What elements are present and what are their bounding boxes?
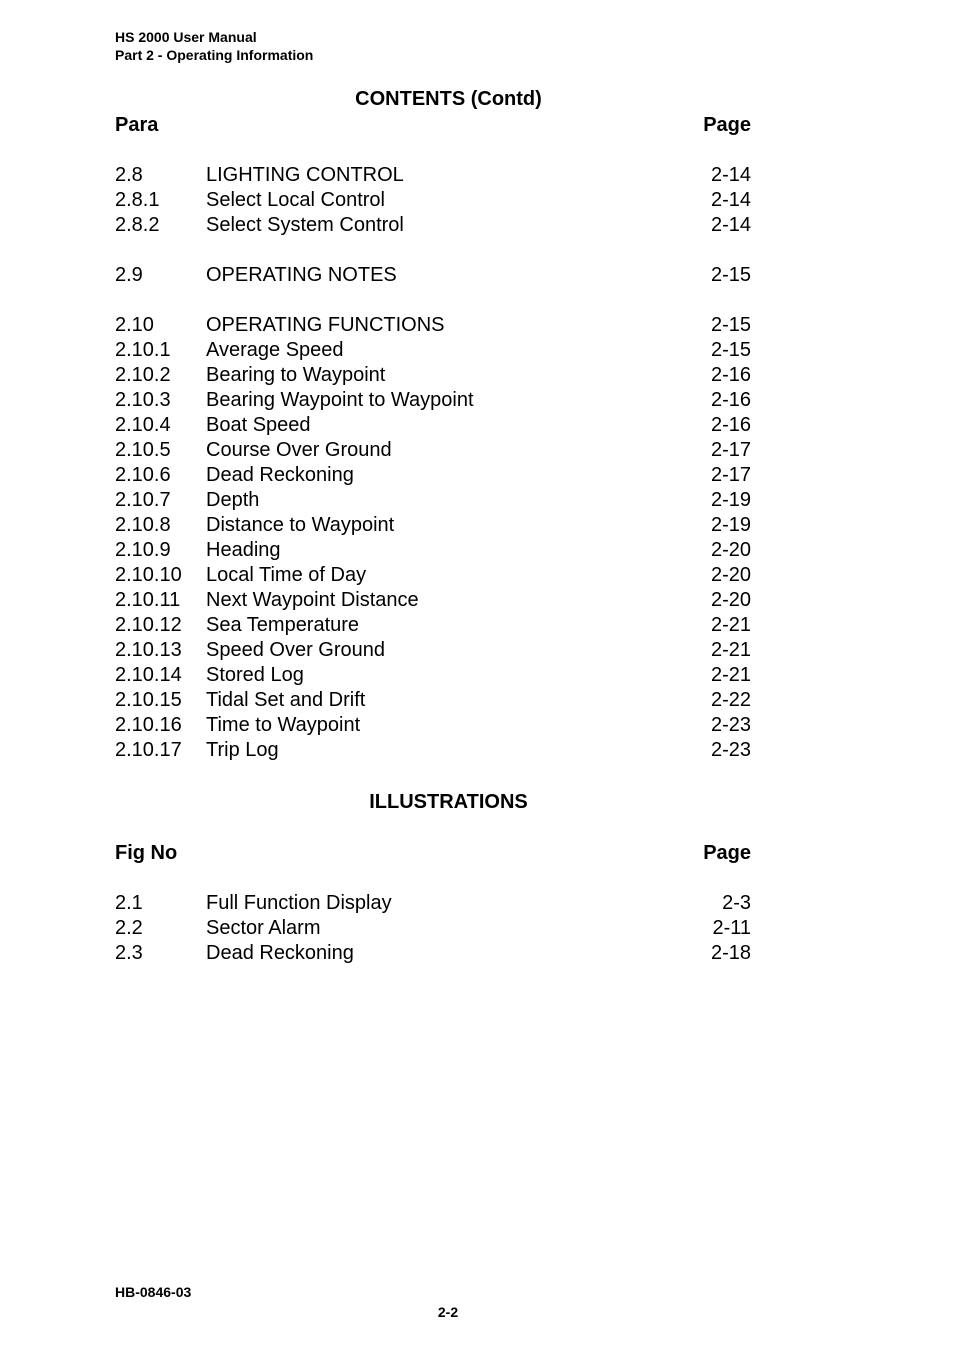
toc-entry[interactable] bbox=[115, 688, 751, 713]
toc-entry[interactable] bbox=[115, 388, 751, 413]
toc-entry[interactable] bbox=[115, 338, 751, 363]
entry-title: OPERATING FUNCTIONS bbox=[206, 314, 445, 336]
para-number: 2.8.1 bbox=[115, 189, 160, 211]
page-ref: 2-21 bbox=[710, 664, 751, 686]
toc-entry[interactable] bbox=[115, 488, 751, 513]
page-ref: 2-17 bbox=[710, 439, 751, 461]
page-ref: 2-23 bbox=[710, 714, 751, 736]
entry-title: Sea Temperature bbox=[206, 614, 360, 636]
fig-no-column-header: Fig No bbox=[115, 842, 178, 864]
entry-title: Boat Speed bbox=[206, 414, 311, 436]
toc-entry[interactable] bbox=[115, 413, 751, 438]
toc-entry[interactable] bbox=[115, 513, 751, 538]
toc-entry[interactable] bbox=[115, 738, 751, 763]
entry-title: Next Waypoint Distance bbox=[206, 589, 419, 611]
entry-title: Average Speed bbox=[206, 339, 344, 361]
para-column-header: Para bbox=[115, 114, 159, 136]
para-number: 2.10.12 bbox=[115, 614, 182, 636]
document-code: HB-0846-03 bbox=[115, 1284, 192, 1300]
page-ref: 2-14 bbox=[710, 214, 751, 236]
page-number: 2-2 bbox=[437, 1304, 459, 1320]
page-ref: 2-21 bbox=[710, 639, 751, 661]
illustrations-column-headers bbox=[115, 842, 751, 865]
entry-title: Tidal Set and Drift bbox=[206, 689, 366, 711]
page-ref: 2-15 bbox=[710, 339, 751, 361]
contents-list bbox=[115, 163, 751, 763]
toc-entry[interactable] bbox=[115, 463, 751, 488]
page-ref: 2-19 bbox=[710, 514, 751, 536]
page-column-header: Page bbox=[703, 114, 751, 136]
para-number: 2.10.1 bbox=[115, 339, 171, 361]
fig-number: 2.3 bbox=[115, 942, 143, 964]
fig-number: 2.1 bbox=[115, 892, 143, 914]
page-ref: 2-16 bbox=[710, 389, 751, 411]
page-ref: 2-15 bbox=[710, 314, 751, 336]
figure-title: Full Function Display bbox=[206, 892, 392, 914]
fig-number: 2.2 bbox=[115, 917, 143, 939]
page-ref: 2-18 bbox=[710, 942, 751, 964]
page-ref: 2-20 bbox=[710, 539, 751, 561]
para-number: 2.8 bbox=[115, 164, 143, 186]
toc-entry[interactable] bbox=[115, 538, 751, 563]
page-ref: 2-21 bbox=[710, 614, 751, 636]
illustrations-title: ILLUSTRATIONS bbox=[369, 791, 528, 813]
toc-entry[interactable] bbox=[115, 563, 751, 588]
figure-title: Sector Alarm bbox=[206, 917, 321, 939]
para-number: 2.10.9 bbox=[115, 539, 171, 561]
para-number: 2.10.13 bbox=[115, 639, 182, 661]
entry-title: Stored Log bbox=[206, 664, 304, 686]
entry-title: Time to Waypoint bbox=[206, 714, 361, 736]
para-number: 2.10.11 bbox=[115, 589, 181, 611]
toc-entry[interactable] bbox=[115, 363, 751, 388]
entry-title: Course Over Ground bbox=[206, 439, 392, 461]
toc-entry[interactable] bbox=[115, 438, 751, 463]
entry-title: Bearing to Waypoint bbox=[206, 364, 386, 386]
toc-entry[interactable] bbox=[115, 713, 751, 738]
entry-title: Dead Reckoning bbox=[206, 464, 354, 486]
page-ref: 2-20 bbox=[710, 564, 751, 586]
entry-title: Heading bbox=[206, 539, 281, 561]
page-ref: 2-14 bbox=[710, 189, 751, 211]
page-ref: 2-22 bbox=[710, 689, 751, 711]
page-ref: 2-3 bbox=[722, 892, 751, 914]
entry-title: Depth bbox=[206, 489, 260, 511]
page-ref: 2-19 bbox=[710, 489, 751, 511]
para-number: 2.8.2 bbox=[115, 214, 160, 236]
page-ref: 2-15 bbox=[710, 264, 751, 286]
para-number: 2.10.14 bbox=[115, 664, 182, 686]
toc-entry[interactable] bbox=[115, 313, 751, 338]
toc-entry[interactable] bbox=[115, 213, 751, 238]
toc-entry[interactable] bbox=[115, 188, 751, 213]
illustrations-list bbox=[115, 891, 751, 966]
page-ref: 2-14 bbox=[710, 164, 751, 186]
toc-entry[interactable] bbox=[115, 263, 751, 288]
entry-title: Local Time of Day bbox=[206, 564, 367, 586]
figure-entry[interactable] bbox=[115, 916, 751, 941]
para-number: 2.9 bbox=[115, 264, 143, 286]
toc-entry[interactable] bbox=[115, 163, 751, 188]
para-number: 2.10.16 bbox=[115, 714, 182, 736]
entry-title: LIGHTING CONTROL bbox=[206, 164, 404, 186]
running-header bbox=[115, 28, 313, 64]
page-ref: 2-23 bbox=[710, 739, 751, 761]
toc-entry[interactable] bbox=[115, 613, 751, 638]
para-number: 2.10.4 bbox=[115, 414, 171, 436]
para-number: 2.10.6 bbox=[115, 464, 171, 486]
entry-title: OPERATING NOTES bbox=[206, 264, 397, 286]
para-number: 2.10.10 bbox=[115, 564, 182, 586]
contents-column-headers bbox=[115, 114, 751, 137]
contents-title: CONTENTS (Contd) bbox=[355, 88, 542, 110]
page-ref: 2-17 bbox=[710, 464, 751, 486]
manual-title: HS 2000 User Manual bbox=[115, 29, 257, 45]
para-number: 2.10.17 bbox=[115, 739, 182, 761]
figure-title: Dead Reckoning bbox=[206, 942, 354, 964]
page-ref: 2-16 bbox=[710, 364, 751, 386]
para-number: 2.10.2 bbox=[115, 364, 171, 386]
page-ref: 2-20 bbox=[710, 589, 751, 611]
entry-title: Bearing Waypoint to Waypoint bbox=[206, 389, 474, 411]
toc-entry[interactable] bbox=[115, 663, 751, 688]
figure-entry[interactable] bbox=[115, 941, 751, 966]
page-column-header: Page bbox=[703, 842, 751, 864]
para-number: 2.10.3 bbox=[115, 389, 171, 411]
entry-title: Distance to Waypoint bbox=[206, 514, 395, 536]
figure-entry[interactable] bbox=[115, 891, 751, 916]
entry-title: Select Local Control bbox=[206, 189, 385, 211]
part-title: Part 2 - Operating Information bbox=[115, 47, 314, 63]
toc-entry[interactable] bbox=[115, 588, 751, 613]
page-ref: 2-16 bbox=[710, 414, 751, 436]
para-number: 2.10.15 bbox=[115, 689, 182, 711]
para-number: 2.10.5 bbox=[115, 439, 171, 461]
toc-entry[interactable] bbox=[115, 638, 751, 663]
para-number: 2.10.8 bbox=[115, 514, 171, 536]
entry-title: Trip Log bbox=[206, 739, 279, 761]
entry-title: Select System Control bbox=[206, 214, 404, 236]
para-number: 2.10.7 bbox=[115, 489, 171, 511]
entry-title: Speed Over Ground bbox=[206, 639, 385, 661]
para-number: 2.10 bbox=[115, 314, 154, 336]
page-ref: 2-11 bbox=[712, 917, 751, 939]
